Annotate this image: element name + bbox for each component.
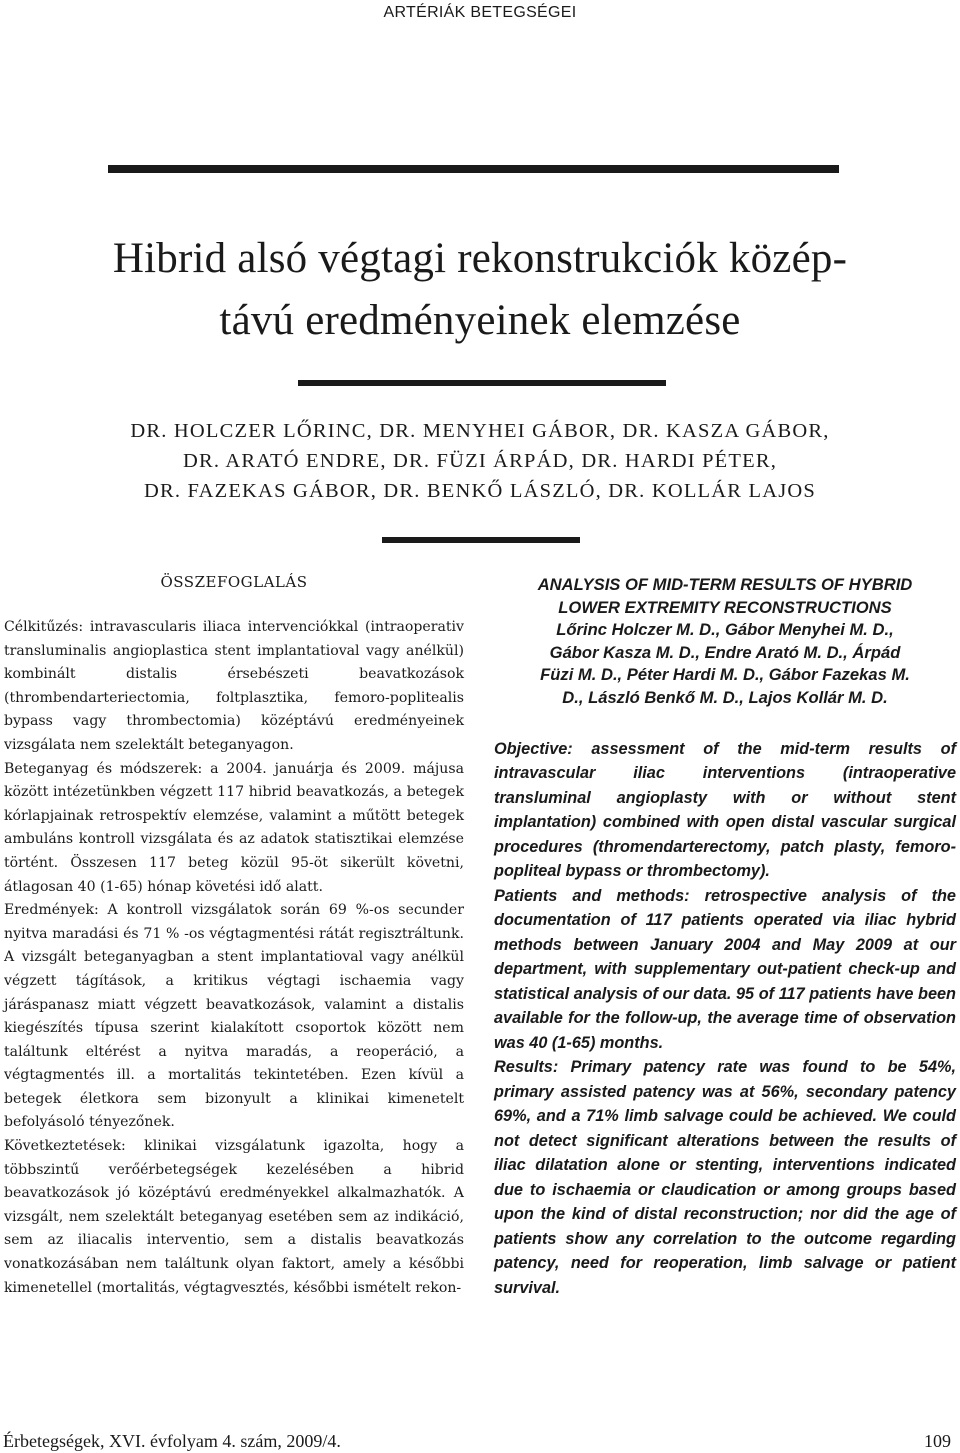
author-line: DR. FAZEKAS GÁBOR, DR. BENKŐ LÁSZLÓ, DR. KOLLÁR LAJOS [144,480,816,502]
running-header: ARTÉRIÁK BETEGSÉGEI [383,4,577,21]
title-line-2: távú eredményeinek elemzése [219,297,741,344]
english-paragraph-objective: Objective: assessment of the mid-term results of intravascular iliac interventions (intraoperative transluminal angioplasty with or without stent implantation) combined with open distal vascular surgical procedures (thromendarterectomy, patch plasty, femoro-popliteal bypass or thrombectomy). [494,739,956,881]
author-line: DR. ARATÓ ENDRE, DR. FÜZI ÁRPÁD, DR. HARDI PÉTER, [182,450,778,472]
english-abstract [494,574,956,1300]
abstract-paragraph-conclusions: Következtetések: klinikai vizsgálatunk igazolta, hogy a többszintű verőérbetegségek kezelésében a hibrid beavatkozások jó középtávú eredményekkel alkalmazhatók. A vizsgált, nem szelektált beteganyag esetében sem az indikáció, sem az iliacalis interventio, sem a distalis beavatkozás vonatkozásában nem találtunk olyan faktort, amely a későbbi kimenetellel (mortalitás, végtagvesztés, későbbi ismételt rekon- [4,1138,464,1296]
abstract-heading: ÖSSZEFOGLALÁS [160,573,308,591]
title-line-1: Hibrid alsó végtagi rekonstrukciók közép- [112,235,848,282]
abstract-paragraph-objective: Célkitűzés: intravascularis iliaca intervenciókkal (intraoperativ transluminalis angioplastica stent implantatioval vagy anélkül) kombinált distalis érsebészeti beavatkozások (thrombendarteriectomia, foltplasztika, femoro-poplitealis bypass vagy thrombectomia) középtávú eredményeinek vizsgálata nem szelektált beteganyagon. [4,619,464,753]
abstract-paragraph-results: Eredmények: A kontroll vizsgálatok során 69 %-os secunder nyitva maradási és 71 % -os végtagmentési rátát regisztráltunk. A vizsgált beteganyagban a stent implantatioval vagy anélkül végzett tágítások, a kritikus végtagi ischaemia vagy járáspanasz miatt végzett beavatkozások, valamint a distalis kiegészítés típusa szerint kialakított csoportok között nem találtunk eltérést a nyitva maradás, a reoperáció, a végtagmentés ill. a mortalitás tekintetében. Ezen kívül a betegek életkora sem bizonyult a klinikai kimenetelt befolyásoló tényezőnek. [4,902,464,1131]
english-paragraph-results: Results: Primary patency rate was found to be 54%, primary assisted patency was at 56%, secondary patency 69%, and a 71% limb salvage could be achieved. We could not detect significant alterations between the results of iliac dilatation alone or stenting, interventions indicated due to ischaemia or claudication or among groups based upon the kind of distal reconstruction; nor did the age of patients show any correlation to the outcome regarding patency, need for reoperation, limb salvage or patient survival. [494,1058,956,1297]
author-list [0,416,960,506]
journal-citation: Érbetegségek, XVI. évfolyam 4. szám, 2009/4. [3,1431,341,1451]
english-title-line: ANALYSIS OF MID-TERM RESULTS OF HYBRID [537,575,913,594]
article-title [0,228,960,352]
english-title [494,574,956,619]
english-author-line: Lőrinc Holczer M. D., Gábor Menyhei M. D., [556,620,894,640]
english-author-line: Füzi M. D., Péter Hardi M. D., Gábor Fazekas M. [540,665,910,685]
english-author-line: D., László Benkő M. D., Lajos Kollár M. D. [562,687,888,707]
page-number: 109 [924,1431,951,1451]
english-author-line: Gábor Kasza M. D., Endre Arató M. D., Árpád [549,642,901,662]
english-paragraph-methods: Patients and methods: retrospective analysis of the documentation of 117 patients operated via iliac hybrid methods between January 2004 and May 2009 at our department, with supplementary out-patient check-up and statistical analysis of our data. 95 of 117 patients have been available for the follow-up, the average time of observation was 40 (1-65) months. [494,886,956,1052]
english-author-list [494,619,956,709]
top-rule [108,165,839,173]
title-rule [298,380,666,386]
hungarian-abstract [4,570,464,1300]
english-title-line: LOWER EXTREMITY RECONSTRUCTIONS [558,597,892,617]
abstract-paragraph-methods: Beteganyag és módszerek: a 2004. januárja és 2009. májusa között intézetünkben végzett 117 hibrid beavatkozás, a betegek kórlapjainak retrospektív elemzése, valamint a műtött betegek ambuláns kontroll vizsgálata és az adatok statisztikai elemzése történt. Összesen 117 beteg közül 95-öt sikerült követni, átlagosan 40 (1-65) hónap követési idő alatt. [4,760,464,895]
authors-rule [382,537,580,543]
author-line: DR. HOLCZER LŐRINC, DR. MENYHEI GÁBOR, DR. KASZA GÁBOR, [130,420,830,442]
